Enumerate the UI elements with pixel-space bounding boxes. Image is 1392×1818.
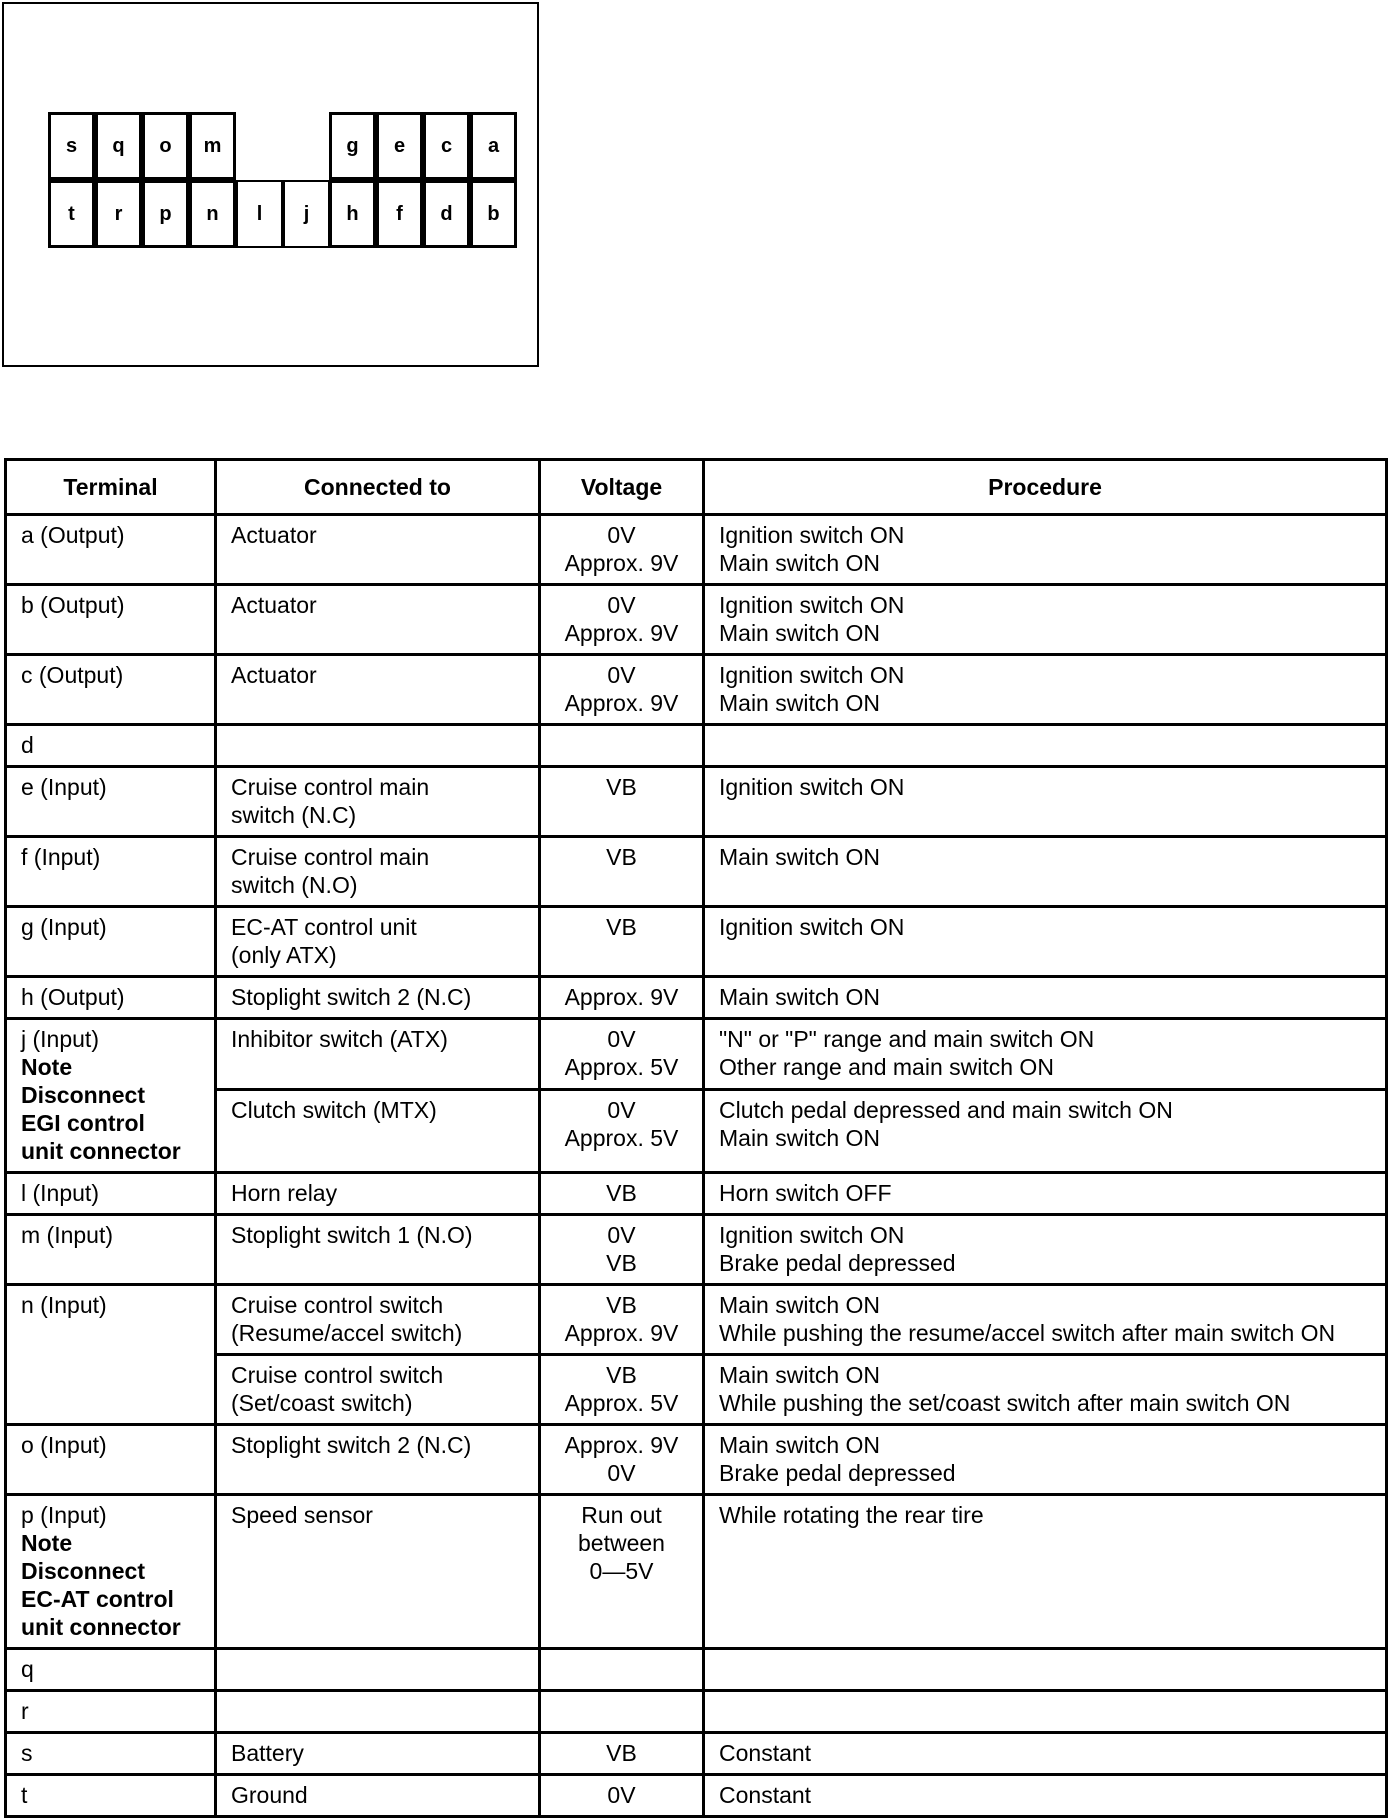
cell-line: 0V [607,592,636,618]
terminal-cell [6,1425,216,1495]
cell-line: Ignition switch ON [719,662,905,688]
cell-line: f (Input) [21,844,101,870]
connected-cell [216,1355,540,1425]
connector-pin: g [329,112,376,180]
table-header-row [6,460,1387,515]
table-row [6,1649,1387,1691]
cell-line [719,1655,1371,1683]
cell-line: Cruise control main [231,844,430,870]
cell-line [231,1697,524,1725]
connected-cell [216,1495,540,1649]
terminal-cell [6,1495,216,1649]
cell-line: VB [606,1250,637,1276]
cell-line: switch (N.O) [231,872,358,898]
cell-line: VB [606,1180,637,1206]
voltage-cell [540,1649,704,1691]
cell-line: Clutch switch (MTX) [231,1097,437,1123]
cell-line: Main switch ON [719,690,881,716]
cell-line: VB [606,914,637,940]
cell-line [231,1655,524,1683]
cell-line: a (Output) [21,522,125,548]
terminal-note: Disconnect [21,1558,145,1584]
cell-line: 0V [607,1460,636,1486]
cell-line: h (Output) [21,984,125,1010]
cell-line: Main switch ON [719,1292,881,1318]
cell-line: c (Output) [21,662,124,688]
voltage-cell [540,515,704,585]
cell-line: (only ATX) [231,942,337,968]
connector-pin: n [189,180,236,248]
terminal-note: EC-AT control [21,1586,174,1612]
connected-cell [216,1425,540,1495]
connected-cell [216,1173,540,1215]
connector-pin: t [48,180,95,248]
cell-line: VB [606,844,637,870]
connected-cell [216,1285,540,1355]
terminal-cell [6,1733,216,1775]
cell-line: between [578,1530,665,1556]
procedure-cell [704,837,1387,907]
cell-line: Ignition switch ON [719,592,905,618]
terminal-cell [6,1019,216,1173]
cell-line: q [21,1656,34,1682]
terminal-cell [6,977,216,1019]
connected-cell [216,1691,540,1733]
procedure-cell [704,767,1387,837]
cell-line: Main switch ON [719,844,881,870]
connector-pin: h [329,180,376,248]
terminal-cell [6,1775,216,1817]
cell-line: Ignition switch ON [719,522,905,548]
procedure-cell [704,1355,1387,1425]
cell-line: Brake pedal depressed [719,1250,956,1276]
connector-diagram [2,2,539,367]
cell-line: d [21,732,34,758]
cell-line: Main switch ON [719,1362,881,1388]
cell-line: n (Input) [21,1292,107,1318]
connector-pin: c [423,112,470,180]
voltage-cell [540,655,704,725]
connector-pin: m [189,112,236,180]
terminal-note: EGI control [21,1110,145,1136]
cell-line: EC-AT control unit [231,914,417,940]
terminal-cell [6,837,216,907]
connected-cell [216,977,540,1019]
col-header: Procedure [704,460,1387,515]
voltage-cell [540,1691,704,1733]
table-row [6,837,1387,907]
connector-pin: s [48,112,95,180]
voltage-cell [540,585,704,655]
procedure-cell [704,1215,1387,1285]
cell-line: b (Output) [21,592,125,618]
cell-line: Main switch ON [719,1432,881,1458]
procedure-cell [704,1495,1387,1649]
cell-line [545,731,698,759]
cell-line: Stoplight switch 1 (N.O) [231,1222,473,1248]
cell-line: 0V [607,662,636,688]
cell-line: Approx. 5V [564,1390,679,1416]
terminal-note: unit connector [21,1614,181,1640]
connected-cell [216,655,540,725]
cell-line: VB [606,1740,637,1766]
cell-line: (Set/coast switch) [231,1390,413,1416]
terminal-cell [6,585,216,655]
cell-line: 0—5V [589,1558,654,1584]
table-row [6,1775,1387,1817]
connected-cell [216,1090,540,1173]
terminal-cell [6,1215,216,1285]
connected-cell [216,837,540,907]
terminal-cell [6,767,216,837]
cell-line [231,731,524,759]
cell-line: Stoplight switch 2 (N.C) [231,1432,472,1458]
col-header: Connected to [216,460,540,515]
connected-cell [216,907,540,977]
cell-line: Approx. 9V [564,620,679,646]
connected-cell [216,1649,540,1691]
voltage-cell [540,725,704,767]
connector-pin: q [95,112,142,180]
connector-pin: d [423,180,470,248]
cell-line: g (Input) [21,914,107,940]
table-row [6,515,1387,585]
table-row [6,1495,1387,1649]
cell-line: o (Input) [21,1432,107,1458]
cell-line: Cruise control main [231,774,430,800]
cell-line: Run out [581,1502,662,1528]
col-header: Voltage [540,460,704,515]
cell-line: VB [606,774,637,800]
table-row [6,907,1387,977]
voltage-cell [540,907,704,977]
cell-line: r [21,1698,29,1724]
cell-line: 0V [607,1222,636,1248]
table-row [6,1019,1387,1090]
cell-line: Ignition switch ON [719,1222,905,1248]
cell-line: Approx. 9V [564,1320,679,1346]
connector-pin: o [142,112,189,180]
procedure-cell [704,907,1387,977]
connector-pin: r [95,180,142,248]
cell-line [719,1697,1371,1725]
cell-line: Approx. 9V [564,550,679,576]
procedure-cell [704,1691,1387,1733]
cell-line: 0V [607,1026,636,1052]
terminal-cell [6,1173,216,1215]
terminal-cell [6,907,216,977]
terminal-cell [6,655,216,725]
cell-line: e (Input) [21,774,107,800]
procedure-cell [704,1285,1387,1355]
cell-line: Brake pedal depressed [719,1460,956,1486]
cell-line: While pushing the resume/accel switch after main switch ON [719,1320,1336,1346]
connector-pin: f [376,180,423,248]
connected-cell [216,515,540,585]
terminal-table [4,458,1388,1818]
terminal-note: Disconnect [21,1082,145,1108]
cell-line: switch (N.C) [231,802,357,828]
voltage-cell [540,1215,704,1285]
cell-line: Actuator [231,522,317,548]
table-row [6,1215,1387,1285]
cell-line: Ignition switch ON [719,774,905,800]
procedure-cell [704,1733,1387,1775]
table-row [6,1691,1387,1733]
connector-pin: b [470,180,517,248]
connector-pin: j [283,180,330,248]
voltage-cell [540,1090,704,1173]
cell-line: Constant [719,1740,812,1766]
connected-cell [216,1019,540,1090]
cell-line: Main switch ON [719,620,881,646]
cell-line: VB [606,1292,637,1318]
table-row [6,767,1387,837]
cell-line: Approx. 9V [564,984,679,1010]
cell-line: m (Input) [21,1222,114,1248]
cell-line: Horn switch OFF [719,1180,892,1206]
procedure-cell [704,655,1387,725]
cell-line [719,731,1371,759]
cell-line: "N" or "P" range and main switch ON [719,1026,1095,1052]
connected-cell [216,1775,540,1817]
table-row [6,725,1387,767]
connector-pin: p [142,180,189,248]
cell-line: Main switch ON [719,550,881,576]
cell-line: Actuator [231,662,317,688]
procedure-cell [704,1649,1387,1691]
cell-line [545,1655,698,1683]
procedure-cell [704,1090,1387,1173]
procedure-cell [704,977,1387,1019]
voltage-cell [540,1733,704,1775]
cell-line: Cruise control switch [231,1292,444,1318]
connector-pin: a [470,112,517,180]
cell-line: Actuator [231,592,317,618]
procedure-cell [704,1173,1387,1215]
voltage-cell [540,1775,704,1817]
cell-line: j (Input) [21,1026,99,1052]
connector-pin: e [376,112,423,180]
voltage-cell [540,1495,704,1649]
cell-line: l (Input) [21,1180,99,1206]
cell-line: Clutch pedal depressed and main switch ON [719,1097,1173,1123]
connected-cell [216,725,540,767]
terminal-cell [6,1691,216,1733]
cell-line: Main switch ON [719,984,881,1010]
table-row [6,585,1387,655]
cell-line: Ground [231,1782,308,1808]
procedure-cell [704,1019,1387,1090]
cell-line: 0V [607,1097,636,1123]
cell-line: While rotating the rear tire [719,1502,984,1528]
connector-pin: l [236,180,283,248]
cell-line [545,1697,698,1725]
voltage-cell [540,1019,704,1090]
voltage-cell [540,767,704,837]
procedure-cell [704,1775,1387,1817]
cell-line: Horn relay [231,1180,338,1206]
table-row [6,977,1387,1019]
cell-line: Main switch ON [719,1125,881,1151]
connected-cell [216,1215,540,1285]
voltage-cell [540,1425,704,1495]
cell-line: Ignition switch ON [719,914,905,940]
table-row [6,655,1387,725]
voltage-cell [540,977,704,1019]
terminal-cell [6,725,216,767]
terminal-cell [6,1285,216,1425]
cell-line: Approx. 5V [564,1125,679,1151]
connected-cell [216,767,540,837]
table-row [6,1173,1387,1215]
cell-line: 0V [607,1782,636,1808]
cell-line: While pushing the set/coast switch after main switch ON [719,1390,1291,1416]
cell-line: Approx. 5V [564,1054,679,1080]
cell-line: s [21,1740,33,1766]
terminal-note: Note [21,1054,73,1080]
terminal-note: Note [21,1530,73,1556]
voltage-cell [540,837,704,907]
procedure-cell [704,515,1387,585]
terminal-note: unit connector [21,1138,181,1164]
cell-line: Approx. 9V [564,1432,679,1458]
cell-line: Other range and main switch ON [719,1054,1054,1080]
table-row [6,1733,1387,1775]
table-row [6,1285,1387,1355]
cell-line: Inhibitor switch (ATX) [231,1026,448,1052]
connected-cell [216,1733,540,1775]
cell-line: Stoplight switch 2 (N.C) [231,984,472,1010]
cell-line: (Resume/accel switch) [231,1320,463,1346]
procedure-cell [704,585,1387,655]
procedure-cell [704,1425,1387,1495]
cell-line: Cruise control switch [231,1362,444,1388]
col-header: Terminal [6,460,216,515]
terminal-cell [6,515,216,585]
cell-line: t [21,1782,28,1808]
cell-line: Speed sensor [231,1502,373,1528]
cell-line: Constant [719,1782,812,1808]
voltage-cell [540,1173,704,1215]
connected-cell [216,585,540,655]
procedure-cell [704,725,1387,767]
cell-line: p (Input) [21,1502,107,1528]
cell-line: Approx. 9V [564,690,679,716]
voltage-cell [540,1285,704,1355]
cell-line: 0V [607,522,636,548]
terminal-cell [6,1649,216,1691]
cell-line: Battery [231,1740,304,1766]
cell-line: VB [606,1362,637,1388]
voltage-cell [540,1355,704,1425]
table-row [6,1425,1387,1495]
